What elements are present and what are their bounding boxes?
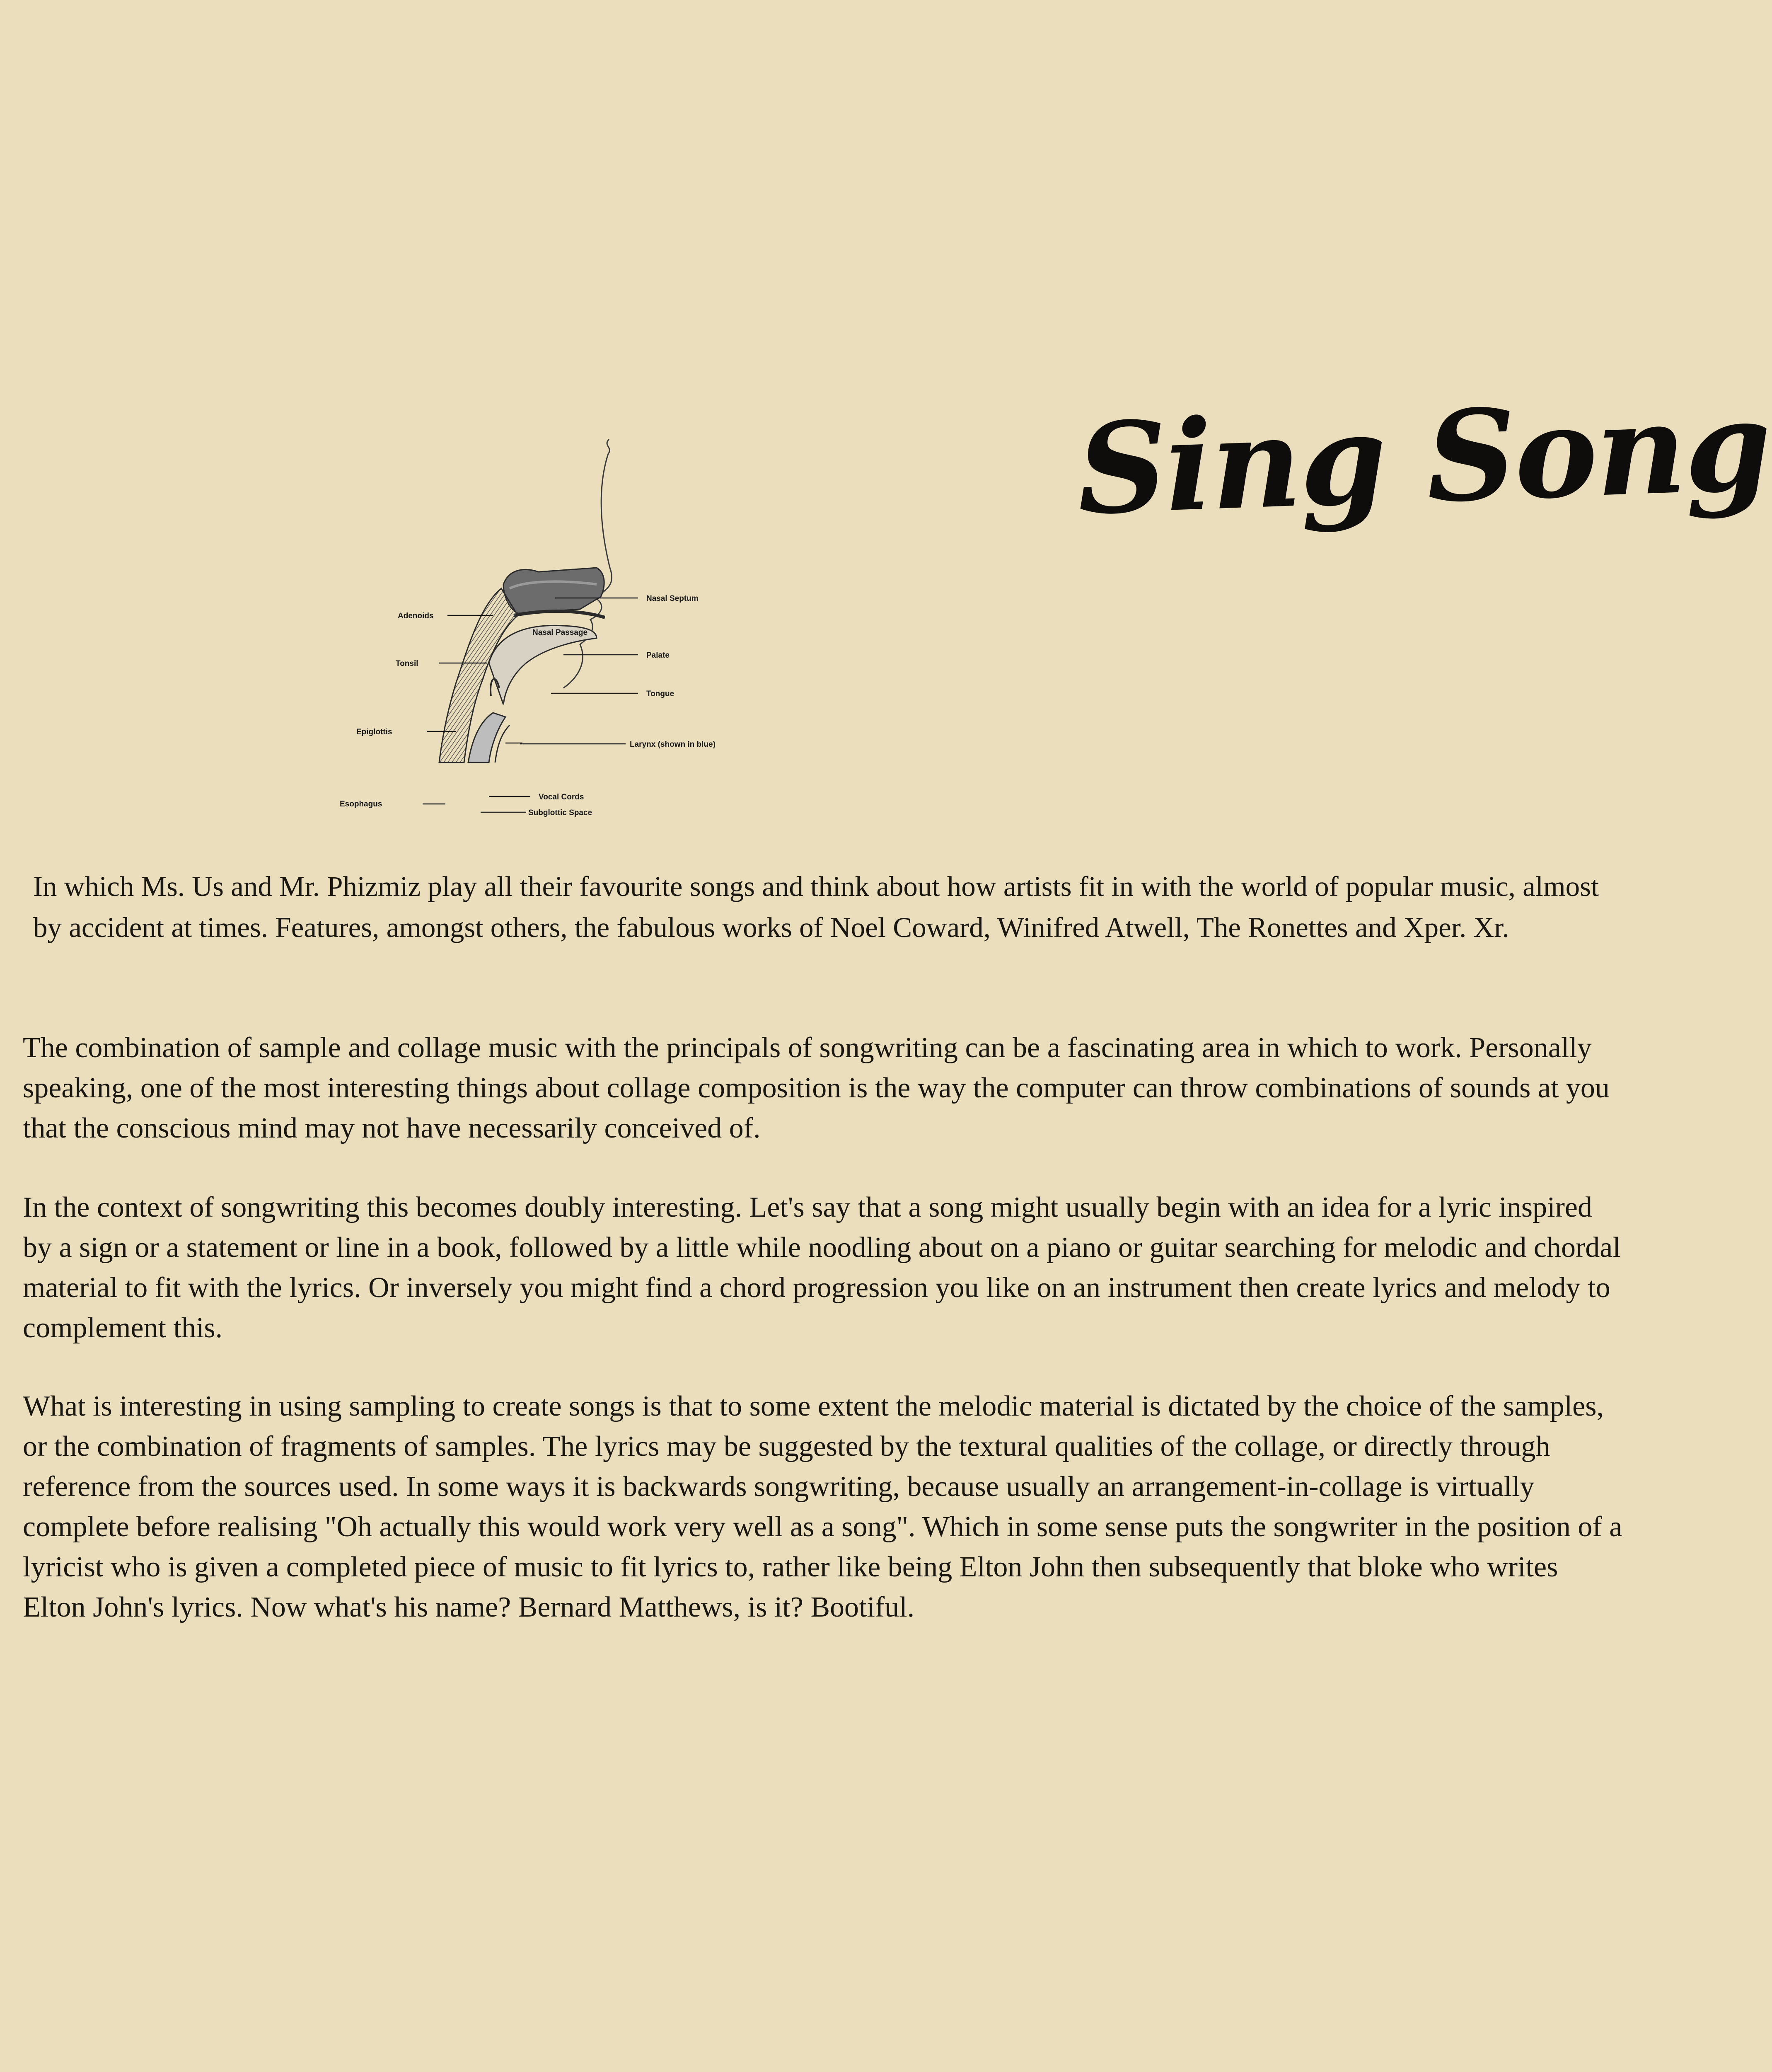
- label-nasal-septum: Nasal Septum: [646, 594, 699, 603]
- label-tongue: Tongue: [646, 690, 674, 698]
- vocal-tract-diagram: [331, 431, 737, 829]
- label-adenoids: Adenoids: [398, 612, 434, 620]
- label-esophagus: Esophagus: [340, 800, 382, 808]
- intro-paragraph: In which Ms. Us and Mr. Phizmiz play all their favourite songs and think about how artists fit in with the world of popular music, almost by accident at times. Features, amongst others, the fabulous works of Noel Coward, Winifred Atwell, The Ronettes and Xper. Xr.: [33, 871, 1599, 943]
- label-nasal-passage: Nasal Passage: [532, 628, 588, 637]
- body-paragraph-3: What is interesting in using sampling to create songs is that to some extent the melodic material is dictated by the choice of the samples, or the combination of fragments of samples. The lyrics may be suggested by the textural qualities of the collage, or directly through reference from the sources used. In some ways it is backwards songwriting, because usually an arrangement-in-collage is virtually complete before realising "Oh actually this would work very well as a song". Which in some sense puts the songwriter in the position of a lyricist who is given a completed piece of music to fit lyrics to, rather like being Elton John then subsequently that bloke who writes Elton John's lyrics. Now what's his name? Bernard Matthews, is it? Bootiful.: [23, 1390, 1622, 1623]
- label-epiglottis: Epiglottis: [356, 728, 392, 736]
- label-larynx: Larynx (shown in blue): [630, 740, 716, 749]
- body-paragraph-2: In the context of songwriting this becomes doubly interesting. Let's say that a song might usually begin with an idea for a lyric inspired by a sign or a statement or line in a book, followed by a little while noodling about on a piano or guitar searching for melodic and chordal material to fit with the lyrics. Or inversely you might find a chord progression you like on an instrument then create lyrics and melody to complement this.: [23, 1191, 1621, 1344]
- body-paragraph-1: The combination of sample and collage music with the principals of songwriting can be a fascinating area in which to work. Personally speaking, one of the most interesting things about collage composition is the way the computer can throw combinations of sounds at you that the conscious mind may not have necessarily conceived of.: [23, 1032, 1610, 1144]
- label-palate: Palate: [646, 651, 670, 660]
- page-title: Sing Song: [1075, 372, 1772, 543]
- label-tonsil: Tonsil: [396, 659, 418, 668]
- label-vocal-cords: Vocal Cords: [539, 793, 584, 801]
- vocal-tract-illustration: [331, 431, 737, 829]
- label-subglottic-space: Subglottic Space: [528, 808, 592, 817]
